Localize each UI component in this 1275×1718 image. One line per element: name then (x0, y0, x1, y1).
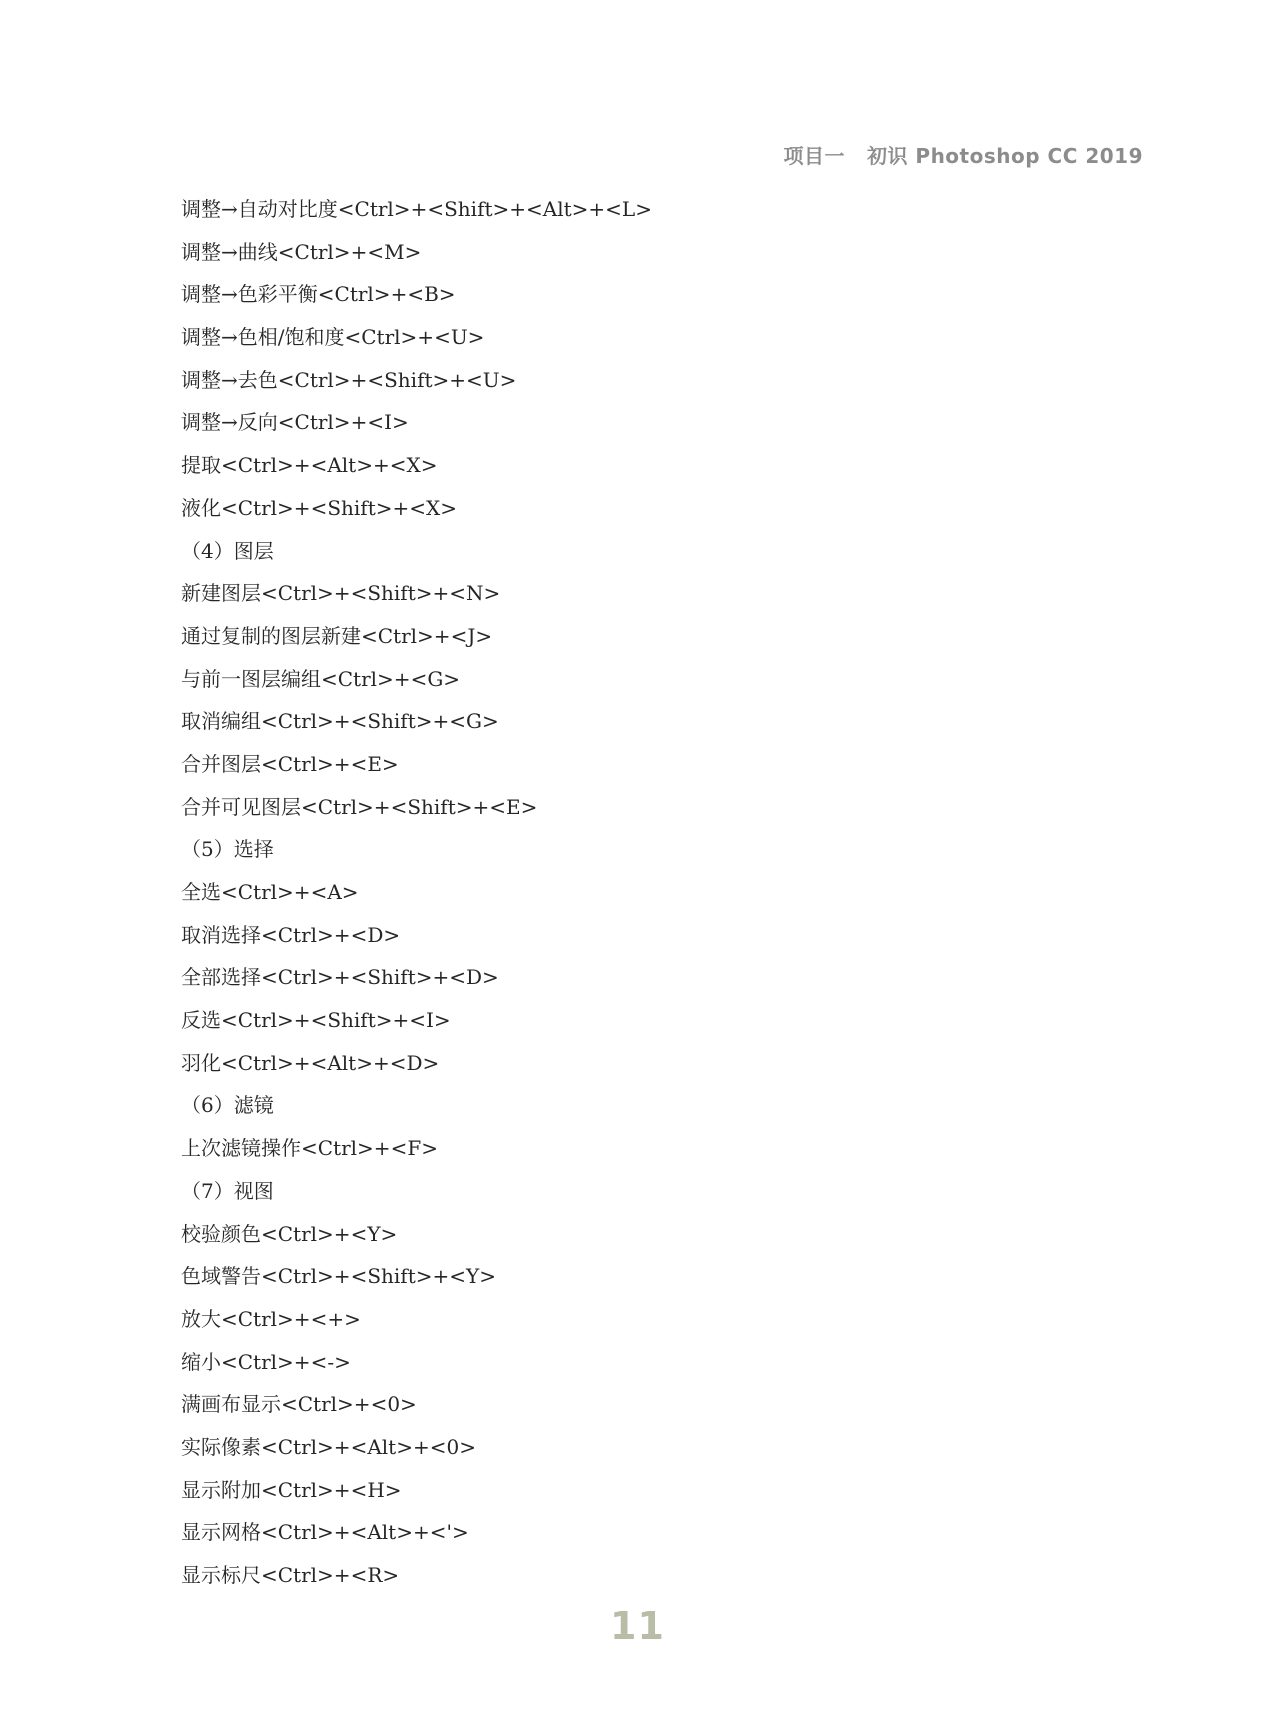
list-item: 提取<Ctrl>+<Alt>+<X> (181, 453, 438, 478)
list-item: 调整→反向<Ctrl>+<I> (181, 410, 409, 435)
list-item: 实际像素<Ctrl>+<Alt>+<0> (181, 1434, 476, 1459)
list-item: 新建图层<Ctrl>+<Shift>+<N> (181, 581, 501, 606)
list-item: 通过复制的图层新建<Ctrl>+<J> (181, 623, 493, 648)
list-item: 调整→色相/饱和度<Ctrl>+<U> (181, 325, 485, 350)
list-item: 合并可见图层<Ctrl>+<Shift>+<E> (181, 794, 538, 819)
list-item: 与前一图层编组<Ctrl>+<G> (181, 666, 461, 691)
list-item: 色域警告<Ctrl>+<Shift>+<Y> (181, 1264, 496, 1289)
list-item: 显示附加<Ctrl>+<H> (181, 1477, 402, 1502)
list-item: 取消选择<Ctrl>+<D> (181, 922, 401, 947)
list-item: 全选<Ctrl>+<A> (181, 880, 359, 904)
list-item: 反选<Ctrl>+<Shift>+<I> (181, 1008, 451, 1033)
list-item: 调整→去色<Ctrl>+<Shift>+<U> (181, 367, 517, 392)
header-chapter: 项目一 (783, 144, 845, 168)
list-item: 缩小<Ctrl>+<-> (181, 1349, 351, 1374)
section-heading: （6）滤镜 (181, 1093, 274, 1118)
list-item: 羽化<Ctrl>+<Alt>+<D> (181, 1050, 440, 1075)
list-item: 调整→自动对比度<Ctrl>+<Shift>+<Alt>+<L> (181, 197, 652, 221)
shortcut-list (181, 188, 1181, 1597)
list-item: 显示标尺<Ctrl>+<R> (181, 1563, 400, 1587)
list-item: 调整→色彩平衡<Ctrl>+<B> (181, 282, 456, 307)
running-header (783, 140, 1143, 169)
list-item: 液化<Ctrl>+<Shift>+<X> (181, 495, 458, 520)
list-item: 合并图层<Ctrl>+<E> (181, 751, 399, 776)
list-item: 调整→曲线<Ctrl>+<M> (181, 239, 422, 264)
list-item: 显示网格<Ctrl>+<Alt>+<'> (181, 1520, 469, 1545)
list-item: 全部选择<Ctrl>+<Shift>+<D> (181, 965, 499, 990)
list-item: 校验颜色<Ctrl>+<Y> (181, 1221, 398, 1246)
list-item: 上次滤镜操作<Ctrl>+<F> (181, 1136, 438, 1161)
header-title: 初识 Photoshop CC 2019 (866, 144, 1143, 168)
list-item: 放大<Ctrl>+<+> (181, 1306, 361, 1331)
section-heading: （7）视图 (181, 1178, 274, 1203)
page-number: 11 (610, 1604, 665, 1648)
list-item: 取消编组<Ctrl>+<Shift>+<G> (181, 709, 499, 734)
list-item: 满画布显示<Ctrl>+<0> (181, 1392, 417, 1417)
section-heading: （5）选择 (181, 837, 274, 862)
section-heading: （4）图层 (181, 538, 274, 563)
